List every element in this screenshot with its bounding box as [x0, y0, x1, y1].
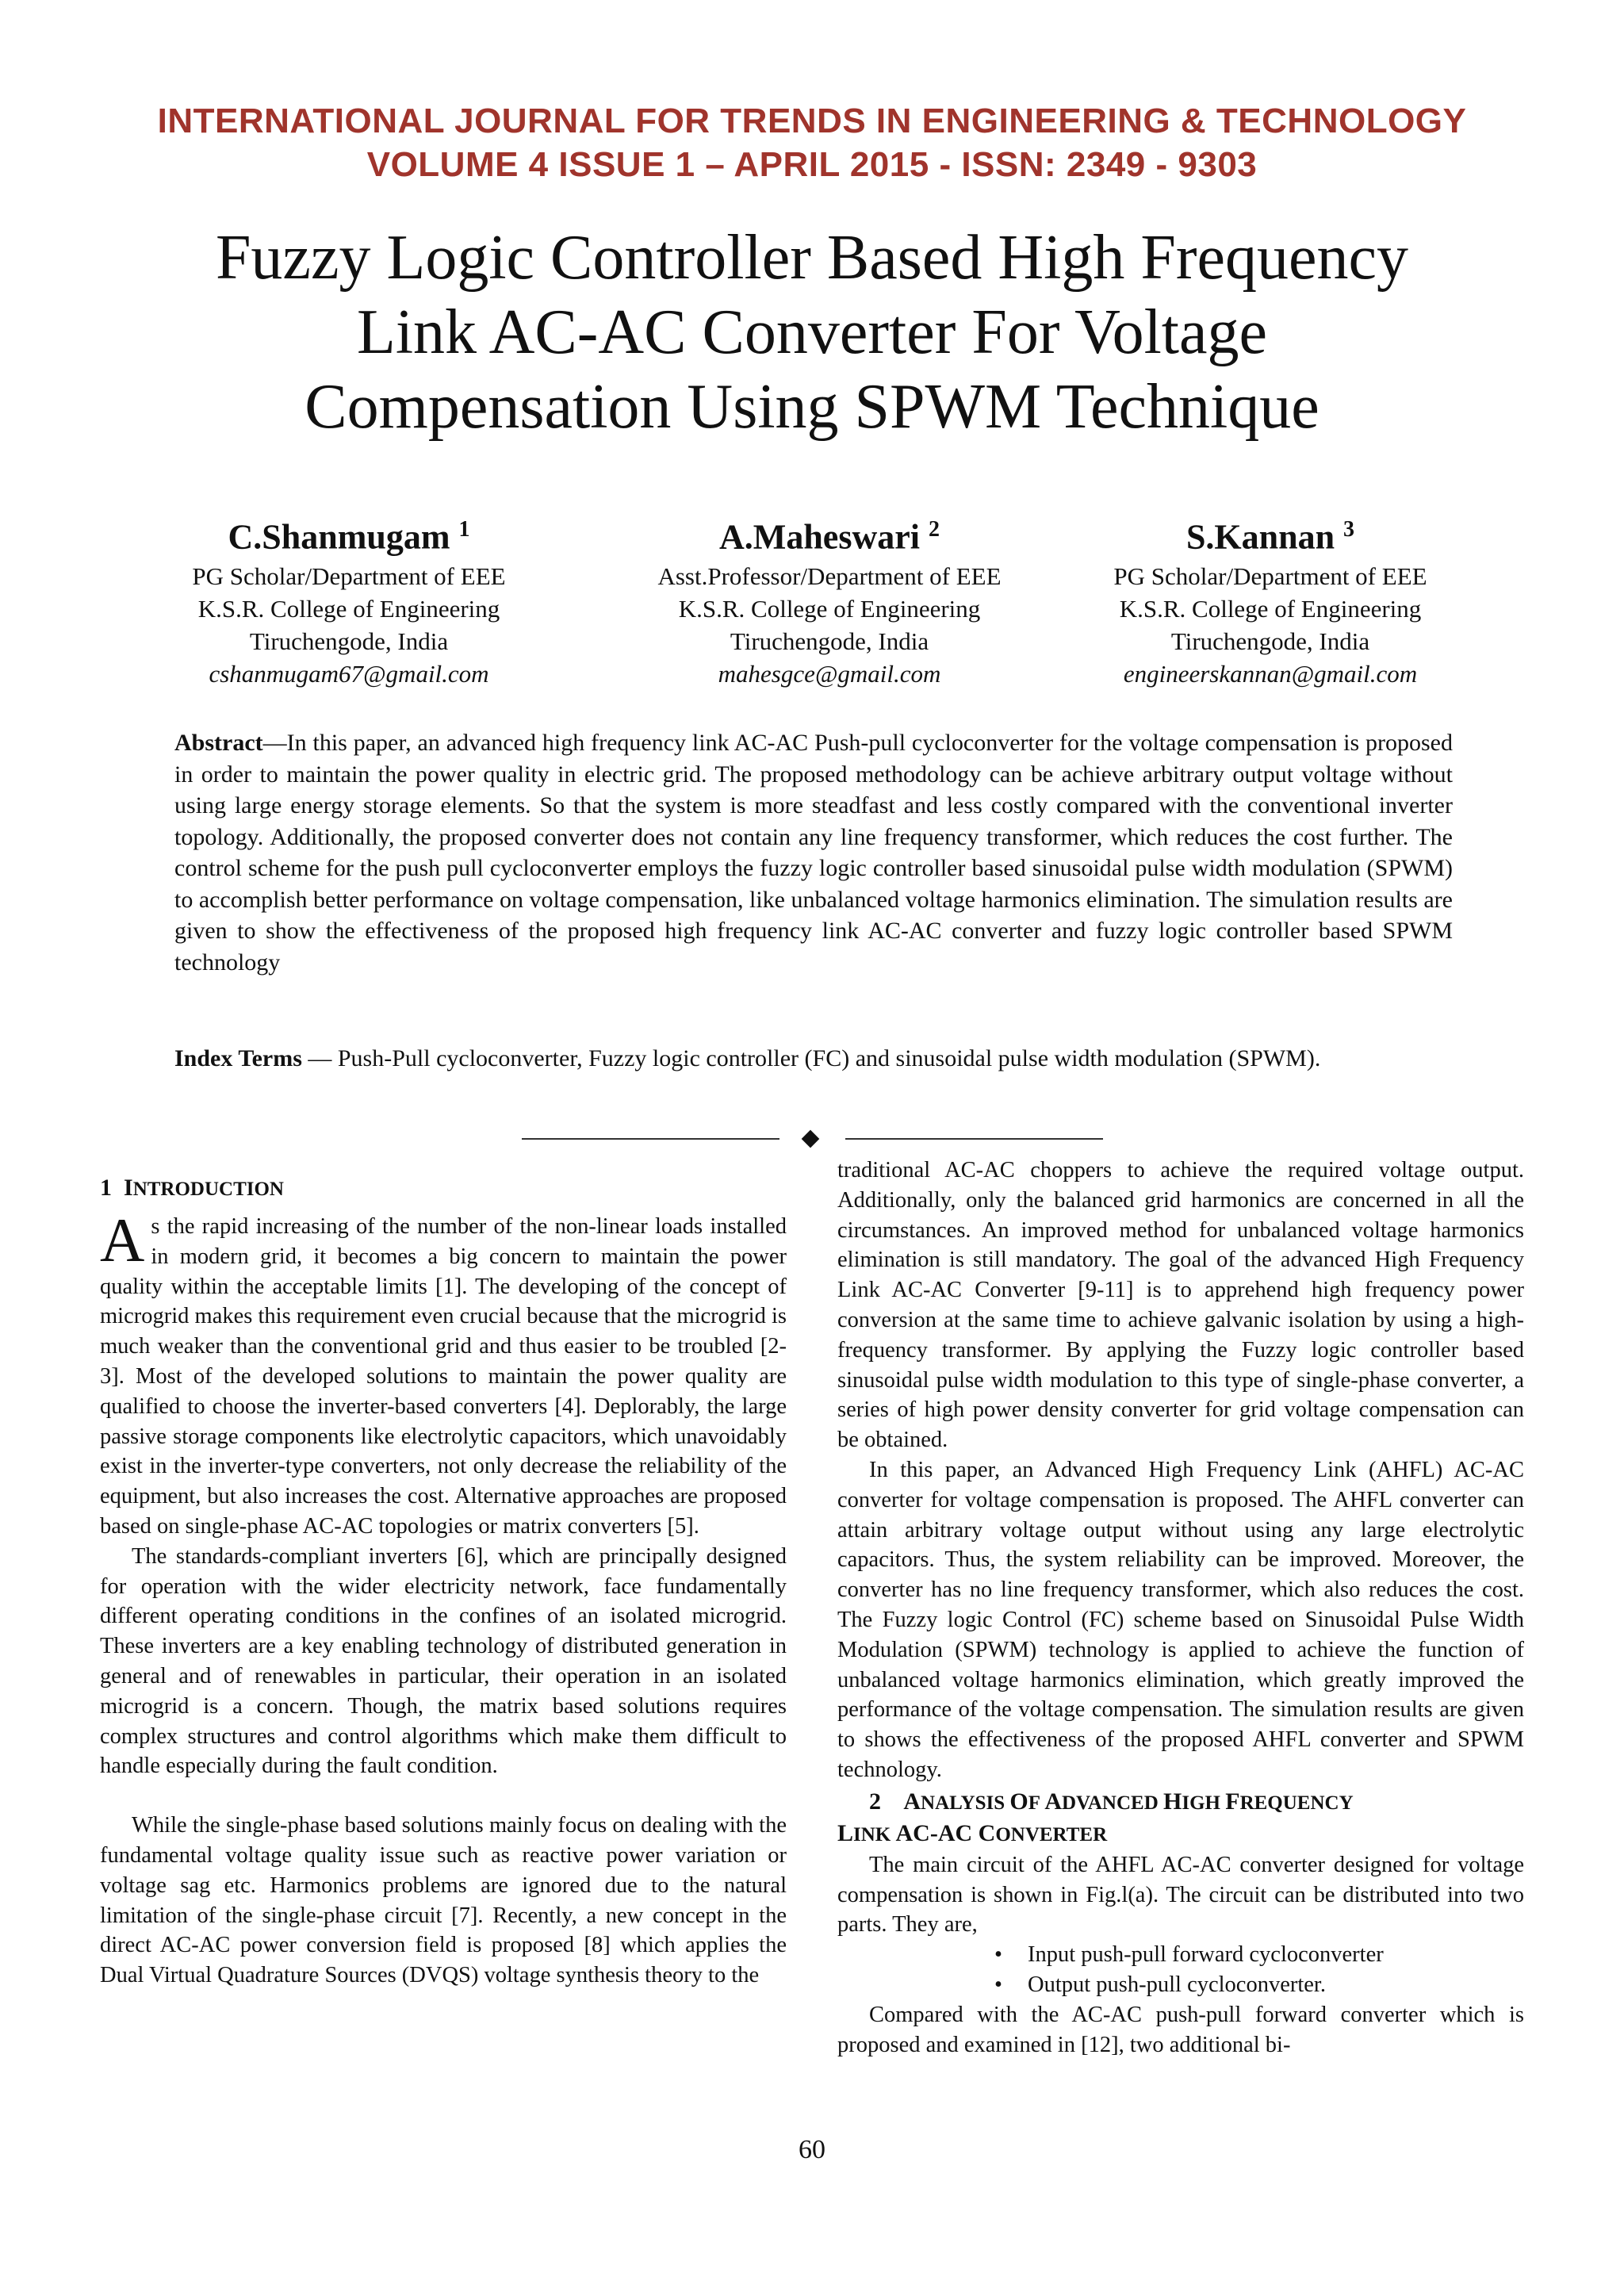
author-position: PG Scholar/Department of EEE: [192, 562, 506, 590]
section-title-rest: NTRODUCTION: [132, 1179, 284, 1200]
page-number: 60: [799, 2135, 825, 2164]
section-title-initial: I: [124, 1175, 133, 1201]
author-affiliation-number: 2: [928, 517, 940, 542]
journal-volume-line: VOLUME 4 ISSUE 1 – APRIL 2015 - ISSN: 2349 - 9303: [366, 145, 1258, 184]
author-position: PG Scholar/Department of EEE: [1113, 562, 1427, 590]
author-block-2: [592, 508, 1067, 690]
title-line: Fuzzy Logic Controller Based High Frequency: [215, 223, 1409, 293]
author-block-3: [1032, 508, 1508, 690]
index-terms-label: Index Terms: [174, 1045, 302, 1071]
heading-part: F: [1028, 1792, 1045, 1814]
author-affiliation-number: 3: [1343, 517, 1355, 542]
abstract-label: Abstract: [174, 730, 263, 756]
title-line: Link AC-AC Converter For Voltage: [356, 297, 1268, 367]
paragraph: The standards-compliant inverters [6], which are principally designed for operation with the wider electricity network, face fundamentally different operating conditions in the confines of an isolated microgrid. These inverters are a key enabling technology of distributed generation in general and of renewables in particular, their operation in an isolated microgrid is a concern. Though, the matrix based solutions requires complex structures and control algorithms which make them difficult to handle especially during the fault condition.: [100, 1543, 787, 1779]
drop-cap: A: [100, 1205, 145, 1274]
bullet-list: [837, 1940, 1524, 2000]
author-place: Tiruchengode, India: [249, 627, 449, 655]
paper-title: [111, 220, 1513, 444]
author-position: Asst.Professor/Department of EEE: [657, 562, 1002, 590]
author-name: S.Kannan: [1185, 517, 1335, 557]
paragraph: While the single-phase based solutions mainly focus on dealing with the fundamental voltage quality issue such as reactive power variation or voltage sag etc. Harmonics problems are ignored due to the natural limitation of the single-phase circuit [7]. Recently, a new concept in the direct AC-AC power conversion field is proposed [8] which applies the Dual Virtual Quadrature Sources (DVQS) voltage synthesis theory to the: [100, 1813, 787, 1988]
left-column: [100, 1172, 787, 1991]
section-1-heading: [100, 1172, 787, 1205]
author-name: A.Maheswari: [719, 517, 920, 557]
author-name: C.Shanmugam: [228, 517, 450, 557]
divider-rule-right: [845, 1138, 1103, 1140]
list-item: • Input push-pull forward cycloconverter: [837, 1940, 1524, 1970]
heading-part: L: [837, 1819, 854, 1846]
abstract-text: —In this paper, an advanced high frequency link AC-AC Push-pull cycloconverter for the voltage compensation is proposed in order to maintain the power quality in electric grid. The proposed methodology can be achieve arbitrary output voltage without using large energy storage elements. So that the system is more steadfast and less costly compared with the conventional inverter topology. Additionally, the proposed converter does not contain any line frequency transformer, which reduces the cost further. The control scheme for the push pull cycloconverter employs the fuzzy logic controller based sinusoidal pulse width modulation (SPWM) to accomplish better performance on voltage compensation, like unbalanced voltage harmonics elimination. The simulation results are given to show the effectiveness of the proposed high frequency link AC-AC converter and fuzzy logic controller based SPWM technology: [174, 730, 1453, 976]
heading-part: A: [903, 1788, 921, 1815]
heading-part: A: [1044, 1788, 1062, 1815]
right-column: [837, 1156, 1524, 2060]
section-2-heading-line-2: [837, 1819, 1524, 1850]
abstract: [174, 727, 1453, 978]
list-item: • Output push-pull cycloconverter.: [837, 1970, 1524, 2000]
paragraph: The main circuit of the AHFL AC-AC converter designed for voltage compensation is shown in Fig.l(a). The circuit can be distributed into two parts. They are,: [837, 1852, 1524, 1938]
author-email[interactable]: cshanmugam67@gmail.com: [209, 659, 489, 688]
heading-part: H: [1163, 1788, 1182, 1815]
heading-part: IGH: [1182, 1792, 1226, 1814]
section-2-heading: [837, 1787, 1524, 1819]
author-email[interactable]: mahesgce@gmail.com: [718, 659, 941, 688]
index-terms-text: — Push-Pull cycloconverter, Fuzzy logic controller (FC) and sinusoidal pulse width modulation (SPWM).: [301, 1045, 1321, 1071]
heading-part: REQUENCY: [1239, 1792, 1354, 1814]
section-number: 1: [100, 1175, 112, 1201]
heading-part: DVANCED: [1061, 1792, 1164, 1814]
author-college: K.S.R. College of Engineering: [1119, 594, 1422, 623]
author-college: K.S.R. College of Engineering: [197, 594, 500, 623]
diamond-icon: [802, 1130, 820, 1148]
heading-part: NALYSIS: [921, 1792, 1010, 1814]
author-block-1: [111, 508, 587, 690]
index-terms: [174, 1043, 1453, 1075]
heading-part: INK: [853, 1823, 896, 1846]
divider-rule-left: [522, 1138, 779, 1140]
paragraph: traditional AC-AC choppers to achieve the required voltage output. Additionally, only the balanced grid harmonics are concerned in all the circumstances. An improved method for unbalanced voltage harmonics elimination is still mandatory. The goal of the advanced High Frequency Link AC-AC Converter [9-11] is to apprehend high frequency power conversion at the same time to achieve galvanic isolation by using a high-frequency transformer. By applying the Fuzzy logic controller based sinusoidal pulse width modulation to this type of single-phase converter, a series of high power density converter for grid voltage compensation can be obtained.: [837, 1158, 1524, 1453]
paragraph: Compared with the AC-AC push-pull forward converter which is proposed and examined in [12], two additional bi-: [837, 2002, 1524, 2057]
heading-part: AC-AC C: [895, 1819, 996, 1846]
heading-part: F: [1225, 1788, 1240, 1815]
author-email[interactable]: engineerskannan@gmail.com: [1123, 659, 1418, 688]
author-place: Tiruchengode, India: [730, 627, 929, 655]
author-affiliation-number: 1: [458, 517, 470, 542]
section-number: 2: [869, 1788, 881, 1815]
heading-part: ONVERTER: [995, 1823, 1108, 1846]
paragraph-text: s the rapid increasing of the number of the non-linear loads installed in modern grid, it becomes a big concern to maintain the power quality within the acceptable limits [1]. The developing of the concept of microgrid makes this requirement even crucial because that the microgrid is much weaker than the conventional grid and thus easier to be troubled [2-3]. Most of the developed solutions to maintain the power quality are qualified to choose the inverter-based converters [4]. Deplorably, the large passive storage components like electrolytic capacitors, which unavoidably exist in the inverter-type converters, not only decrease the reliability of the equipment, but also increases the cost. Alternative approaches are proposed based on single-phase AC-AC topologies or matrix converters [5].: [100, 1214, 787, 1539]
paragraph: In this paper, an Advanced High Frequency Link (AHFL) AC-AC converter for voltage compensation is proposed. The AHFL converter can attain arbitrary voltage output without using any large electrolytic capacitors. Thus, the system reliability can be improved. Moreover, the converter has no line frequency transformer, which also reduces the cost. The Fuzzy logic Control (FC) scheme based on Sinusoidal Pulse Width Modulation (SPWM) technology is applied to achieve the function of unbalanced voltage harmonics elimination, which greatly improved the performance of the voltage compensation. The simulation results are given to shows the effectiveness of the proposed AHFL converter and SPWM technology.: [837, 1457, 1524, 1782]
author-college: K.S.R. College of Engineering: [678, 594, 981, 623]
heading-part: O: [1009, 1788, 1028, 1815]
paragraph: [100, 1205, 787, 1542]
title-line: Compensation Using SPWM Technique: [304, 372, 1320, 442]
journal-name: INTERNATIONAL JOURNAL FOR TRENDS IN ENGINEERING & TECHNOLOGY: [157, 102, 1467, 140]
author-place: Tiruchengode, India: [1170, 627, 1370, 655]
